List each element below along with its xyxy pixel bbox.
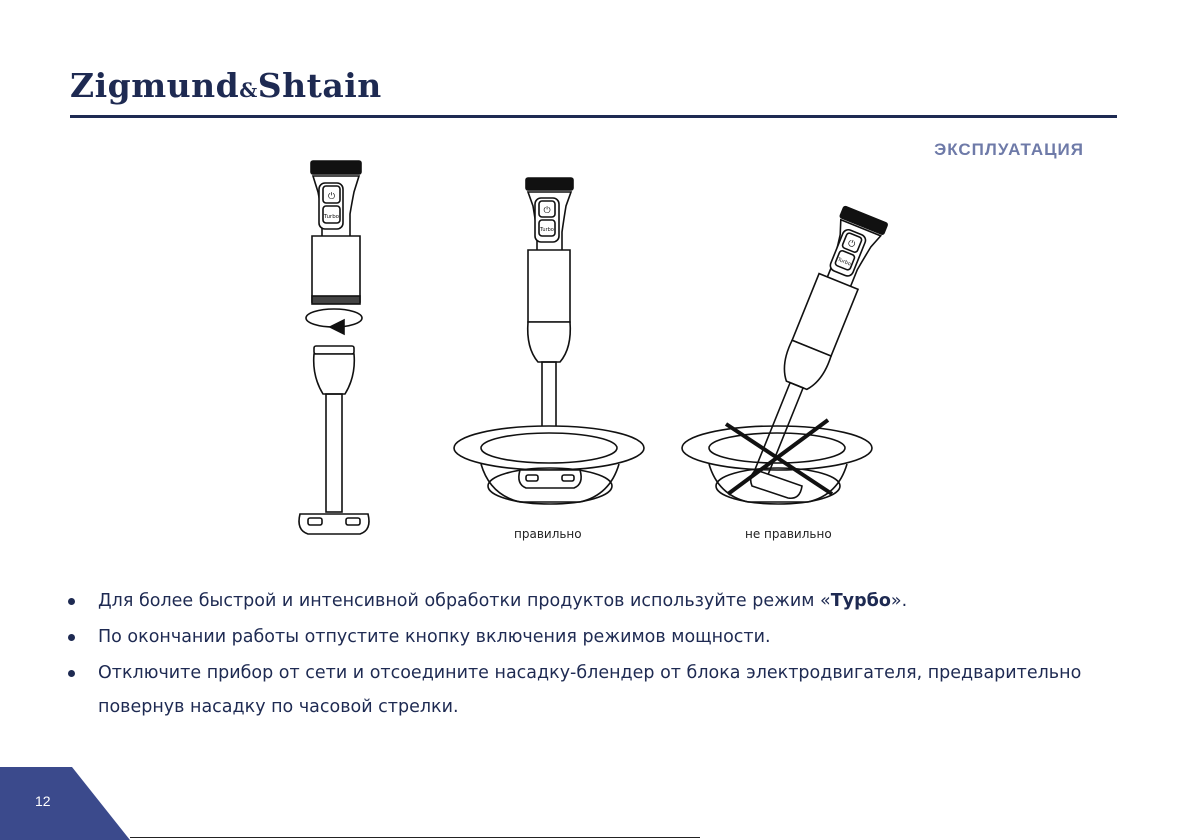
svg-text:Turbo: Turbo: [540, 227, 554, 233]
svg-text:Turbo: Turbo: [836, 256, 852, 268]
turbo-button-label: Turbo: [323, 214, 340, 220]
instruction-text: Для более быстрой и интенсивной обработки продуктов используйте режим «: [98, 591, 831, 611]
caption-incorrect: не правильно: [745, 527, 832, 541]
footer-line: [130, 837, 700, 838]
instruction-text-end: ».: [890, 591, 908, 611]
brand-name-part2: Shtain: [257, 66, 382, 105]
svg-text:⏻: ⏻: [543, 206, 551, 216]
page-corner-tab: [0, 767, 130, 840]
figure-correct: [454, 178, 644, 504]
bullet-dot: [68, 598, 75, 605]
instruction-item: [66, 656, 1136, 724]
bullet-dot: [68, 670, 75, 677]
instruction-text: Отключите прибор от сети и отсоедините насадку-блендер от блока электродвигателя, предварительно повернув насадку по часовой стрелки.: [98, 663, 1082, 717]
figure-detach: [299, 161, 369, 534]
brand-ampersand: &: [239, 78, 258, 102]
section-title: ЭКСПЛУАТАЦИЯ: [934, 140, 1084, 159]
instruction-text: По окончании работы отпустите кнопку включения режимов мощности.: [98, 627, 771, 647]
instruction-bold: Турбо: [830, 591, 891, 611]
instruction-item: [66, 620, 1136, 654]
page-number: 12: [35, 793, 51, 809]
brand-name-part1: Zigmund: [70, 66, 240, 105]
figure-incorrect: [682, 206, 888, 504]
caption-correct: правильно: [514, 527, 582, 541]
power-button-label: ⏻: [327, 192, 336, 202]
instruction-list: [66, 584, 1136, 724]
instruction-item: [66, 584, 1136, 618]
svg-text:⏻: ⏻: [846, 238, 857, 251]
bullet-dot: [68, 634, 75, 641]
